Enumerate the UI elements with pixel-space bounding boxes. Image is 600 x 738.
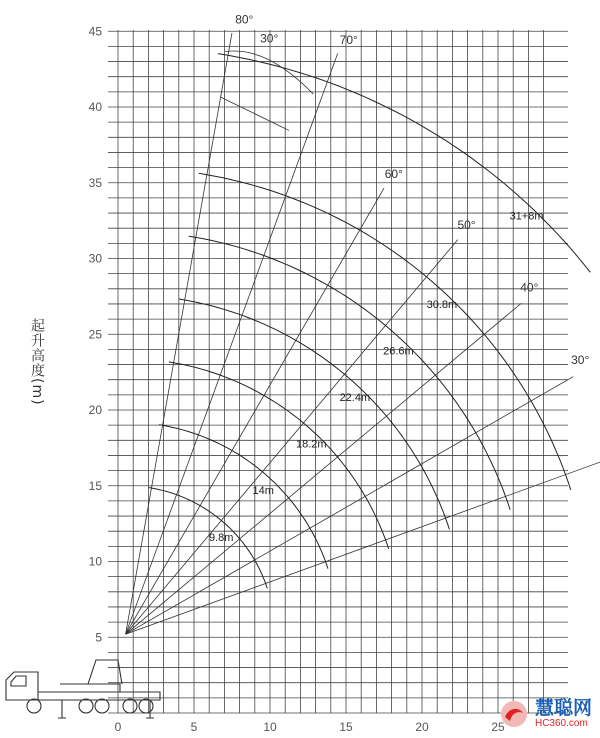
boom-length-label: 30.8m bbox=[426, 299, 458, 312]
boom-angle-line bbox=[126, 240, 458, 635]
boom-angle-label: 80° bbox=[235, 12, 254, 27]
boom-angle-label: 70° bbox=[339, 32, 358, 47]
y-tick-label: 20 bbox=[88, 403, 102, 417]
boom-angle-label: 60° bbox=[384, 167, 403, 182]
y-tick-label: 15 bbox=[88, 478, 102, 493]
x-tick-label: 20 bbox=[415, 720, 429, 734]
grid bbox=[108, 30, 568, 713]
hc360-logo-icon bbox=[499, 699, 529, 729]
boom-angle-lines bbox=[126, 13, 600, 634]
x-tick-label: 0 bbox=[114, 720, 122, 734]
boom-angle-line bbox=[126, 303, 522, 634]
boom-length-curves bbox=[149, 54, 590, 589]
x-tick-label: 10 bbox=[263, 720, 277, 734]
boom-length-label: 22.4m bbox=[339, 392, 371, 405]
watermark bbox=[499, 698, 592, 730]
y-axis-label: 起升高度(m) bbox=[29, 318, 45, 406]
boom-length-curve bbox=[179, 299, 450, 529]
tick-labels bbox=[89, 24, 505, 734]
y-tick-label: 35 bbox=[88, 175, 102, 190]
boom-length-label: 26.6m bbox=[383, 345, 414, 358]
y-tick-label: 30 bbox=[88, 251, 102, 266]
jib-angle-label: 30° bbox=[260, 31, 279, 46]
x-tick-label: 25 bbox=[491, 720, 505, 734]
x-tick-label: 5 bbox=[190, 720, 198, 734]
boom-length-label: 14m bbox=[252, 485, 274, 498]
y-tick-label: 45 bbox=[88, 24, 102, 39]
boom-angle-label: 50° bbox=[457, 217, 476, 232]
boom-length-label: 9.8m bbox=[208, 531, 234, 544]
boom-length-label: 31+8m bbox=[509, 210, 544, 223]
watermark-name: 慧聪网 bbox=[534, 697, 592, 719]
boom-angle-line bbox=[126, 377, 574, 635]
y-tick-label: 5 bbox=[95, 630, 102, 645]
x-tick-label: 15 bbox=[339, 720, 353, 734]
crane-truck bbox=[6, 660, 160, 718]
y-tick-label: 25 bbox=[88, 327, 102, 342]
boom-length-label: 18.2m bbox=[296, 438, 327, 451]
y-tick-label: 10 bbox=[88, 554, 102, 569]
y-tick-label: 40 bbox=[88, 100, 102, 114]
boom-angle-label: 40° bbox=[520, 280, 539, 295]
boom-length-curve bbox=[218, 54, 590, 273]
boom-length-curve bbox=[189, 236, 510, 510]
boom-angle-line bbox=[126, 53, 338, 634]
watermark-url: HC360.com bbox=[534, 718, 588, 729]
boom-angle-label: 30° bbox=[571, 352, 590, 367]
